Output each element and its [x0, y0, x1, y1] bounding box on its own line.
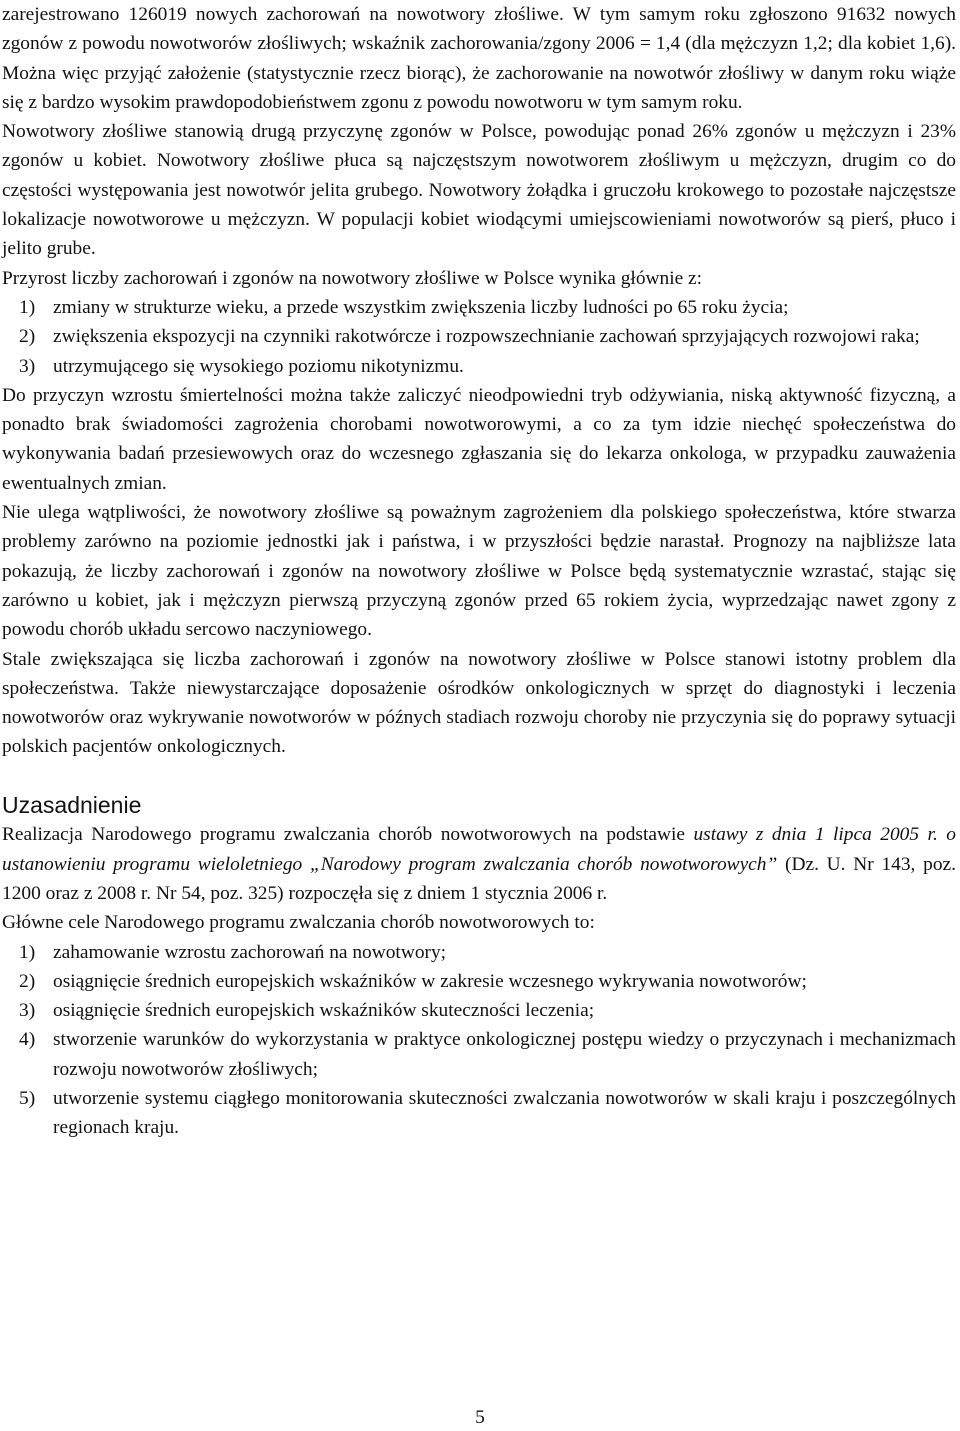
list-item-text: utrzymującego się wysokiego poziomu nikotynizmu.	[53, 355, 464, 377]
paragraph-justification	[2, 820, 956, 908]
spacer	[2, 762, 956, 791]
list-item-text: osiągnięcie średnich europejskich wskaźników skuteczności leczenia;	[53, 1000, 595, 1022]
list-item	[2, 322, 956, 351]
list-item-text: zmiany w strukturze wieku, a przede wszystkim zwiększenia liczby ludności po 65 roku życia;	[53, 296, 789, 318]
act-title: ustawy z dnia 1 lipca 2005 r. o ustanowieniu programu wieloletniego „Narodowy program zwalczania chorób nowotworowych”	[2, 824, 956, 875]
paragraph-threat: Nie ulega wątpliwości, że nowotwory złośliwe są poważnym zagrożeniem dla polskiego społeczeństwa, które stwarza problemy zarówno na poziomie jednostki jak i państwa, i w przyszłości będzie narastał. Prognozy na najbliższe lata pokazują, że liczby zachorowań i zgonów na nowotwory złośliwe w Polsce będą systematycznie wzrastać, stając się zarówno u kobiet, jak i mężczyzn pierwszą przyczyną zgonów przed 65 rokiem życia, wyprzedzając nawet zgony z powodu chorób układu sercowo naczyniowego.	[2, 502, 956, 641]
page-number: 5	[475, 1407, 485, 1428]
list-item-text: zahamowanie wzrostu zachorowań na nowotwory;	[53, 941, 447, 963]
list-item-number: 3)	[19, 355, 36, 377]
list-item-text: zwiększenia ekspozycji na czynniki rakotwórcze i rozpowszechnianie zachowań sprzyjających rozwojowi raka;	[53, 326, 920, 348]
list-item-number: 1)	[19, 296, 36, 318]
paragraph-equipment: Stale zwiększająca się liczba zachorowań i zgonów na nowotwory złośliwe w Polsce stanowi istotny problem dla społeczeństwa. Także niewystarczające doposażenie ośrodków onkologicznych w sprzęt do diagnostyki i leczenia nowotworów oraz wykrywanie nowotworów w późnych stadiach rozwoju choroby nie przyczynia się do poprawy sytuacji polskich pacjentów onkologicznych.	[2, 648, 956, 758]
paragraph-increase-intro: Przyrost liczby zachorowań i zgonów na nowotwory złośliwe w Polsce wynika głównie z:	[2, 267, 703, 289]
causes-list	[2, 293, 956, 381]
list-item-number: 2)	[19, 326, 36, 348]
list-item-number: 4)	[19, 1029, 36, 1051]
list-item	[2, 967, 956, 996]
paragraph-goals-intro: Główne cele Narodowego programu zwalczania chorób nowotworowych to:	[2, 912, 595, 934]
section-heading: Uzasadnienie	[2, 792, 142, 819]
paragraph-incidence: zarejestrowano 126019 nowych zachorowań na nowotwory złośliwe. W tym samym roku zgłoszono 91632 nowych zgonów z powodu nowotworów złośliwych; wskaźnik zachorowania/zgony 2006 = 1,4 (dla mężczyzn 1,2; dla kobiet 1,6). Można więc przyjąć założenie (statystycznie rzecz biorąc), że zachorowanie na nowotwór złośliwy w danym roku wiąże się z bardzo wysokim prawdopodobieństwem zgonu z powodu nowotworu w tym samym roku.	[2, 4, 956, 113]
list-item-text: stworzenie warunków do wykorzystania w praktyce onkologicznej postępu wiedzy o przyczynach i mechanizmach rozwoju nowotworów złośliwych;	[53, 1029, 956, 1080]
goals-list	[2, 938, 956, 1143]
list-item-text: utworzenie systemu ciągłego monitorowania skuteczności zwalczania nowotworów w skali kraju i poszczególnych regionach kraju.	[53, 1087, 956, 1139]
list-item-text: osiągnięcie średnich europejskich wskaźników w zakresie wczesnego wykrywania nowotworów;	[53, 970, 807, 992]
document-page	[2, 0, 956, 1143]
paragraph-mortality-factors: Do przyczyn wzrostu śmiertelności można także zaliczyć nieodpowiedni tryb odżywiania, niską aktywność fizyczną, a ponadto brak świadomości zagrożenia chorobami nowotworowymi, a co za tym idzie niechęć społeczeństwa do wykonywania badań przesiewowych oraz do wczesnego zgłaszania się do lekarza onkologa, w przypadku zauważenia ewentualnych zmian.	[2, 384, 956, 494]
list-item	[2, 996, 956, 1025]
list-item	[2, 352, 956, 381]
list-item	[2, 1025, 956, 1084]
justification-text: Realizacja Narodowego programu zwalczania chorób nowotworowych na podstawie	[2, 824, 694, 846]
list-item	[2, 938, 956, 967]
list-item	[2, 1084, 956, 1143]
list-item	[2, 293, 956, 322]
list-item-number: 1)	[19, 941, 36, 963]
list-item-number: 3)	[19, 1000, 36, 1022]
list-item-number: 2)	[19, 970, 36, 992]
paragraph-causes-of-death: Nowotwory złośliwe stanowią drugą przyczynę zgonów w Polsce, powodując ponad 26% zgonów u mężczyzn i 23% zgonów u kobiet. Nowotwory złośliwe płuca są najczęstszym nowotworem złośliwym u mężczyzn, drugim co do częstości występowania jest nowotwór jelita grubego. Nowotwory żołądka i gruczołu krokowego to pozostałe najczęstsze lokalizacje nowotworowe u mężczyzn. W populacji kobiet wiodącymi umiejscowieniami nowotworów są pierś, płuco i jelito grube.	[2, 121, 956, 260]
list-item-number: 5)	[19, 1087, 36, 1109]
justification-reference: (Dz. U. Nr 143, poz. 1200 oraz z 2008 r. Nr 54, poz. 325) rozpoczęła się z dniem 1 stycznia 2006 r.	[2, 853, 956, 904]
